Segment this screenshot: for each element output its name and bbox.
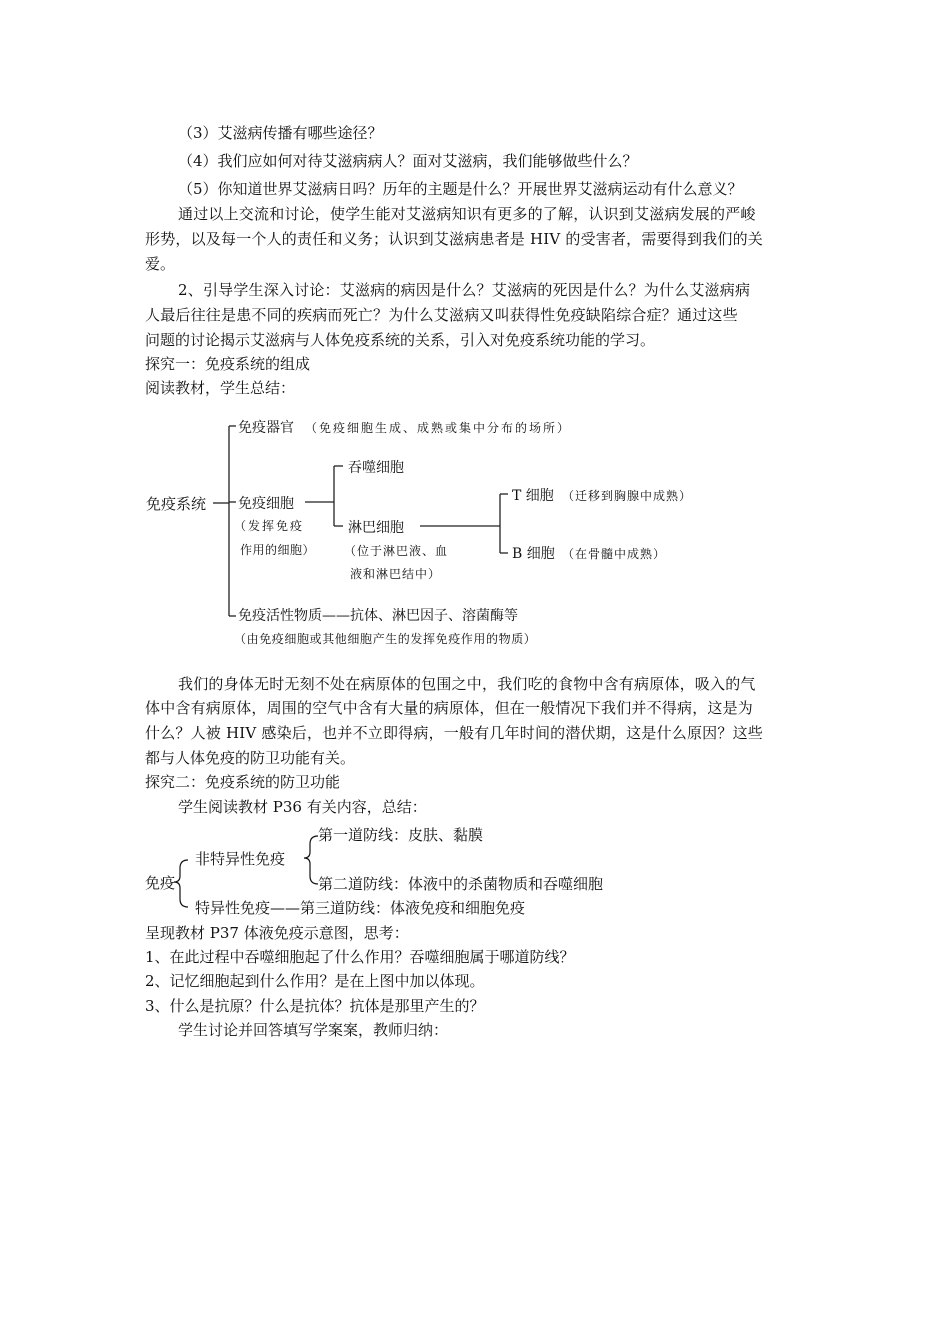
diagram-t-cell: T 细胞	[512, 488, 554, 504]
para3-line4: 都与人体免疫的防卫功能有关。	[145, 749, 356, 767]
question-3: （3）艾滋病传播有哪些途径？	[178, 124, 383, 142]
diagram-phagocyte: 吞噬细胞	[348, 460, 404, 476]
think-1: 1、在此过程中吞噬细胞起了什么作用？吞噬细胞属于哪道防线？	[145, 948, 575, 966]
para2-line3: 问题的讨论揭示艾滋病与人体免疫系统的关系，引入对免疫系统功能的学习。	[145, 331, 656, 349]
question-5: （5）你知道世界艾滋病日吗？历年的主题是什么？开展世界艾滋病运动有什么意义？	[178, 180, 743, 198]
present-line: 呈现教材 P37 体液免疫示意图，思考：	[145, 924, 409, 942]
para3-line2: 体中含有病原体，周围的空气中含有大量的病原体，但在一般情况下我们并不得病，这是为	[145, 699, 754, 717]
question-4: （4）我们应如何对待艾滋病病人？面对艾滋病，我们能够做些什么？	[178, 152, 638, 170]
closing-line: 学生讨论并回答填写学案案，教师归纳：	[178, 1021, 449, 1039]
diagram-b-cell: B 细胞	[512, 546, 555, 562]
diagram-cell: 免疫细胞	[238, 496, 294, 512]
defense-second: 第二道防线：体液中的杀菌物质和吞噬细胞	[318, 875, 604, 893]
defense-first: 第一道防线：皮肤、黏膜	[318, 826, 484, 844]
para1-line3: 爱。	[145, 255, 176, 273]
defense-nonspecific: 非特异性免疫	[195, 850, 286, 868]
para1-line2: 形势，以及每一个人的责任和义务；认识到艾滋病患者是 HIV 的受害者，需要得到我们的关	[145, 230, 763, 248]
defense-root: 免疫	[145, 874, 176, 892]
explore2-title: 探究二：免疫系统的防卫功能	[145, 773, 341, 791]
diagram-cell-note-1: （发挥免疫	[234, 519, 305, 533]
para2-line2: 人最后往往是患不同的疾病而死亡？为什么艾滋病又叫获得性免疫缺陷综合症？通过这些	[145, 306, 738, 324]
para3-line3: 什么？人被 HIV 感染后，也并不立即得病，一般有几年时间的潜伏期，这是什么原因？这些	[145, 724, 763, 742]
explore1-title: 探究一：免疫系统的组成	[145, 355, 311, 373]
think-2: 2、记忆细胞起到什么作用？是在上图中加以体现。	[145, 972, 485, 990]
para2-line1: 2、引导学生深入讨论：艾滋病的病因是什么？艾滋病的死因是什么？为什么艾滋病病	[178, 281, 751, 299]
think-3: 3、什么是抗原？什么是抗体？抗体是那里产生的？	[145, 997, 485, 1015]
diagram-cell-note-2: 作用的细胞）	[240, 543, 316, 557]
diagram-lymphocyte: 淋巴细胞	[348, 520, 404, 536]
explore1-intro: 阅读教材，学生总结：	[145, 379, 296, 397]
diagram-lymph-note-1: （位于淋巴液、血	[344, 544, 449, 558]
diagram-active-note: （由免疫细胞或其他细胞产生的发挥免疫作用的物质）	[234, 632, 537, 646]
diagram-active: 免疫活性物质——抗体、淋巴因子、溶菌酶等	[238, 608, 518, 624]
para1-line1: 通过以上交流和讨论，使学生能对艾滋病知识有更多的了解，认识到艾滋病发展的严峻	[178, 205, 756, 223]
diagram-lymph-note-2: 液和淋巴结中）	[350, 567, 442, 581]
diagram-root: 免疫系统	[146, 495, 207, 513]
explore2-intro: 学生阅读教材 P36 有关内容，总结：	[178, 798, 427, 816]
diagram-b-note: （在骨髓中成熟）	[562, 547, 667, 561]
diagram-organ: 免疫器官	[238, 420, 294, 436]
defense-specific: 特异性免疫——第三道防线：体液免疫和细胞免疫	[195, 899, 526, 917]
diagram-t-note: （迁移到胸腺中成熟）	[562, 489, 693, 503]
diagram-organ-note: （免疫细胞生成、成熟或集中分布的场所）	[305, 421, 572, 435]
para3-line1: 我们的身体无时无刻不处在病原体的包围之中，我们吃的食物中含有病原体，吸入的气	[178, 675, 756, 693]
